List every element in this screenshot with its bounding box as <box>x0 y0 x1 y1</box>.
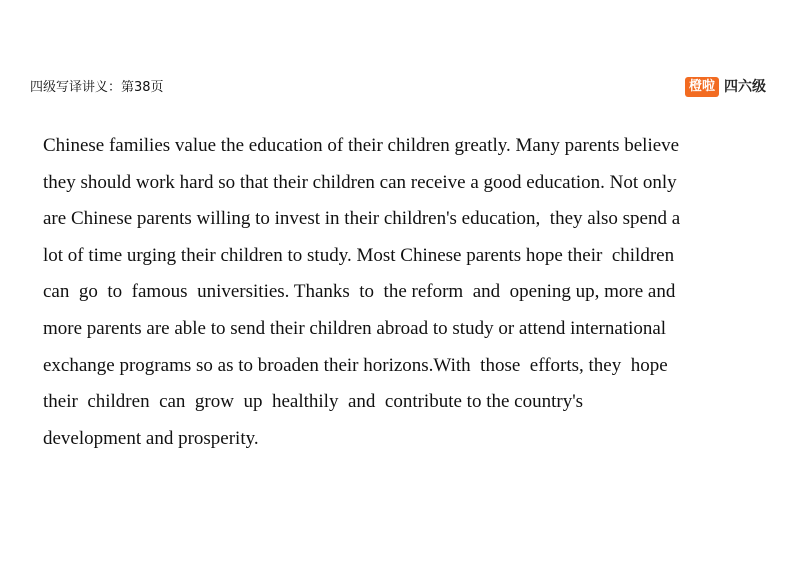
passage-line: their children can grow up healthily and contribute to the country's <box>43 391 584 413</box>
page-header-title: 四级写译讲义：第38页 <box>30 80 164 95</box>
brand-text: 四六级 <box>724 79 767 95</box>
passage-line: can go to famous universities. Thanks to the reform and opening up, more and <box>43 281 676 303</box>
passage-line: development and prosperity. <box>43 427 259 449</box>
passage-line: more parents are able to send their children abroad to study or attend international <box>43 317 667 339</box>
passage-line: they should work hard so that their children can receive a good education. Not only <box>43 171 677 193</box>
brand-badge: 橙啦 <box>685 77 719 97</box>
passage-line: exchange programs so as to broaden their horizons.With those efforts, they hope <box>43 354 668 376</box>
passage-line: are Chinese parents willing to invest in their children's education, they also spend a <box>43 208 681 230</box>
passage-line: lot of time urging their children to study. Most Chinese parents hope their children <box>43 244 675 266</box>
passage-text <box>43 128 783 457</box>
brand-logo <box>685 77 766 97</box>
passage-line: Chinese families value the education of their children greatly. Many parents believe <box>43 135 680 156</box>
